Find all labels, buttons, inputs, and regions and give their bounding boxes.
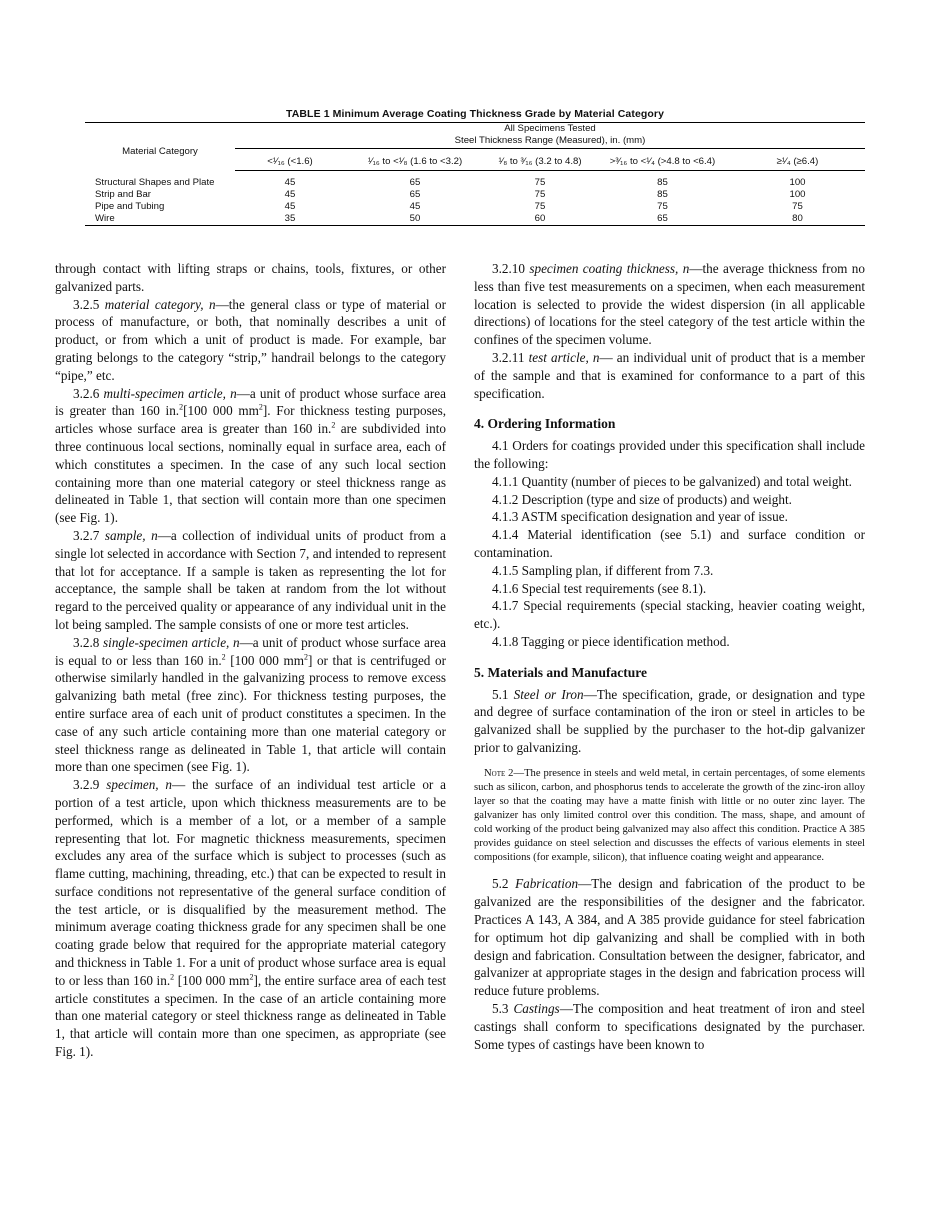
section-heading-ordering: 4. Ordering Information [474, 416, 616, 432]
cell-value: 45 [284, 177, 296, 188]
cell-value: 35 [235, 213, 345, 226]
cell-value: 50 [345, 213, 485, 226]
cell-value: 75 [534, 189, 546, 200]
cell-value: 75 [657, 201, 668, 212]
cell-value: 65 [595, 213, 730, 226]
term: specimen, n [106, 777, 173, 793]
header-material-category: Material Category [85, 123, 235, 171]
term: sample, n [104, 527, 158, 543]
cell-value: 75 [792, 201, 803, 212]
cell-value: 85 [657, 177, 668, 188]
table-row [85, 201, 865, 213]
row-category: Structural Shapes and Plate [95, 177, 215, 188]
header-all-specimens [235, 123, 865, 150]
header-all-line1: All Specimens Tested [504, 123, 596, 134]
paragraph-4-1-2: 4.1.2 Description (type and size of products) and weight. [492, 491, 792, 507]
cell-value: 45 [284, 189, 296, 200]
paragraph-3-2-11: 3.2.11 test article, n— an individual unit of product that is a member of the sample and that is examined for conformance to a part of this specification. [474, 349, 866, 401]
cell-value: 100 [789, 177, 806, 188]
table-caption: TABLE 1 Minimum Average Coating Thickness Grade by Material Category [285, 108, 665, 120]
paragraph-3-2-10: 3.2.10 specimen coating thickness, n—the average thickness from no less than five test measurements on a specimen, when each measurement location is selected to provide the widest dispersion (in all applicable directions) of locations for the steel category of the test article within the confines of the specimen volume. [474, 261, 865, 348]
cell-value: 65 [409, 177, 421, 188]
paragraph-4-1-3: 4.1.3 ASTM specification designation and year of issue. [492, 509, 788, 525]
paragraph-4-1: 4.1 Orders for coatings provided under this specification shall include the following: [474, 438, 865, 471]
cell-value: 45 [284, 201, 296, 212]
term: test article, n [528, 349, 600, 365]
note-label: Note [484, 767, 506, 779]
cell-value: 75 [534, 201, 546, 212]
row-category: Strip and Bar [95, 189, 151, 200]
paragraph-3-2-5: 3.2.5 material category, n—the general class or type of material or process of manufacture, or both, that nominally describes a unit of product, or from which a unit of product is made. For example, bar grating belongs to the category “strip,” handrail belongs to the category “pipe,” etc. [55, 296, 446, 383]
table-row [85, 213, 865, 226]
cell-value: 80 [730, 213, 865, 226]
left-column [55, 260, 446, 1061]
paragraph-3-2-6: 3.2.6 multi-specimen article, n—a unit of product whose surface area is greater than 160 in.$^2$[100 000 $mm^2$]. For thickness testing purposes, articles whose surface area is greater than 160 in.$^2$ are subdivided into three continuous local sections, nominally equal in surface area, each of which constitutes a specimen. In the case of any such local section containing more than one material category or steel thickness range as delineated in Table 1, that section will contain more than one specimen (see Fig. 1). [55, 385, 447, 526]
term: Castings [513, 1000, 560, 1016]
row-category: Pipe and Tubing [95, 201, 165, 212]
right-column [474, 260, 865, 1053]
cell-value: 45 [409, 201, 421, 212]
cell-value: 65 [409, 189, 421, 200]
cell-value: 100 [789, 189, 806, 200]
cell-value: 75 [534, 177, 546, 188]
paragraph-4-1-7: 4.1.7 Special requirements (special stacking, heavier coating weight, etc.). [474, 598, 865, 632]
row-category: Wire [85, 213, 235, 226]
range-header: ≥¹⁄₄ (≥6.4) [730, 149, 865, 171]
cell-value: 60 [485, 213, 595, 226]
cell-value: 85 [657, 189, 668, 200]
paragraph-4-1-8: 4.1.8 Tagging or piece identification method. [492, 633, 730, 649]
term: multi-specimen article, n [103, 385, 237, 401]
section-heading-materials: 5. Materials and Manufacture [474, 664, 647, 680]
range-header: ¹⁄₈ to ³⁄₁₆ (3.2 to 4.8) [485, 149, 595, 171]
paragraph-3-2-7: 3.2.7 sample, n—a collection of individual units of product from a single lot selected in accordance with Section 7, and intended to represent that lot for acceptance. If a sample is taken as representing the lot for acceptance, the sample shall be taken at random from the lot without regard to the perceived quality or appearance of any individual unit in the lot being sampled. The sample consists of one or more test articles. [55, 527, 446, 632]
paragraph-5-3: 5.3 Castings—The composition and heat treatment of iron and steel castings shall conform to specifications designated by the purchaser. Some types of castings have been known to [474, 1000, 865, 1052]
table-row [85, 189, 865, 201]
range-header: >³⁄₁₆ to <¹⁄₄ (>4.8 to <6.4) [595, 149, 730, 171]
note-2: Note 2—The presence in steels and weld metal, in certain percentages, of some elements such as silicon, carbon, and phosphorus tends to accelerate the growth of the zinc-iron alloy layer so that the coating may have a matte finish with little or no outer zinc layer. The galvanizer has only limited control over this condition. The mass, shape, and amount of cold working of the product being galvanized may also affect this condition. Practice A 385 provides guidance on steel selection and discusses the effects of various elements in steel compositions (for example, silicon), that influence coating weight and appearance. [474, 767, 865, 864]
paragraph-4-1-6: 4.1.6 Special test requirements (see 8.1). [492, 580, 707, 596]
term: specimen coating thickness, n [529, 261, 690, 276]
term: single-specimen article, n [103, 634, 240, 650]
range-header: <¹⁄₁₆ (<1.6) [235, 149, 345, 171]
term: Steel or Iron [513, 686, 584, 702]
range-header: ¹⁄₁₆ to <¹⁄₈ (1.6 to <3.2) [345, 149, 485, 171]
paragraph-5-2: 5.2 Fabrication—The design and fabrication of the product to be galvanized are the responsibilities of the designer and the fabricator. Practices A 143, A 384, and A 385 provide guidance for steel fabrication for optimum hot dip galvanizing and shall be complied with in both design and fabrication. Consultation between the designer, fabricator, and galvanizer at appropriate stages in the design and fabrication process will reduce future problems. [474, 876, 865, 999]
paragraph-5-1: 5.1 Steel or Iron—The specification, grade, or designation and type and degree of surface contamination of the iron or steel in articles to be galvanized shall be supplied by the purchaser to the hot-dip galvanizer prior to galvanizing. [474, 686, 866, 755]
paragraph-4-1-4: 4.1.4 Material identification (see 5.1) and surface condition or contamination. [474, 527, 865, 560]
paragraph-3-2-8: 3.2.8 single-specimen article, n—a unit of product whose surface area is equal to or less than 160 in.$^2$ [100 000 $mm^2$] or that is centrifuged or otherwise similarly handled in the galvanizing process to remove excess galvanizing bath metal (free zinc). For thickness testing purposes, the entire surface area of each unit of product constitutes a specimen. In the case of any such article containing more than one material category or steel thickness range as delineated in Table 1, that article will contain more than one specimen (see Fig. 1). [55, 634, 446, 775]
paragraph-4-1-5: 4.1.5 Sampling plan, if different from 7.3. [492, 562, 714, 578]
term: material category, n [104, 296, 216, 312]
table-row [85, 177, 865, 189]
paragraph-continuation: through contact with lifting straps or chains, tools, fixtures, or other galvanized parts. [55, 261, 446, 294]
coating-thickness-table [85, 122, 865, 226]
header-all-line2: Steel Thickness Range (Measured), in. (mm) [235, 135, 865, 149]
paragraph-4-1-1: 4.1.1 Quantity (number of pieces to be galvanized) and total weight. [492, 473, 852, 489]
paragraph-3-2-9: 3.2.9 specimen, n— the surface of an individual test article or a portion of a test article, upon which thickness measurements are to be performed, which is a member of a lot, or a member of a sample representing that lot. For magnetic thickness measurements, specimen excludes any area of the surface which is subject to processes (such as flame cutting, machining, threading, etc.) that can be expected to result in surface conditions not representative of the general surface condition of the test article, or is disqualified by the measurement method. The minimum average coating thickness grade for any specimen shall be one coating grade below that required for the appropriate material category and thickness in Table 1. For a unit of product whose surface area is equal to or less than 160 in.$^2$ [100 000 $mm^2$], the entire surface area of each test article constitutes a specimen. In the case of an article containing more than one material category or steel thickness range as delineated in Table 1, that article will contain more than one specimen, as appropriate (see Fig. 1). [55, 777, 446, 1060]
term: Fabrication [515, 876, 579, 892]
